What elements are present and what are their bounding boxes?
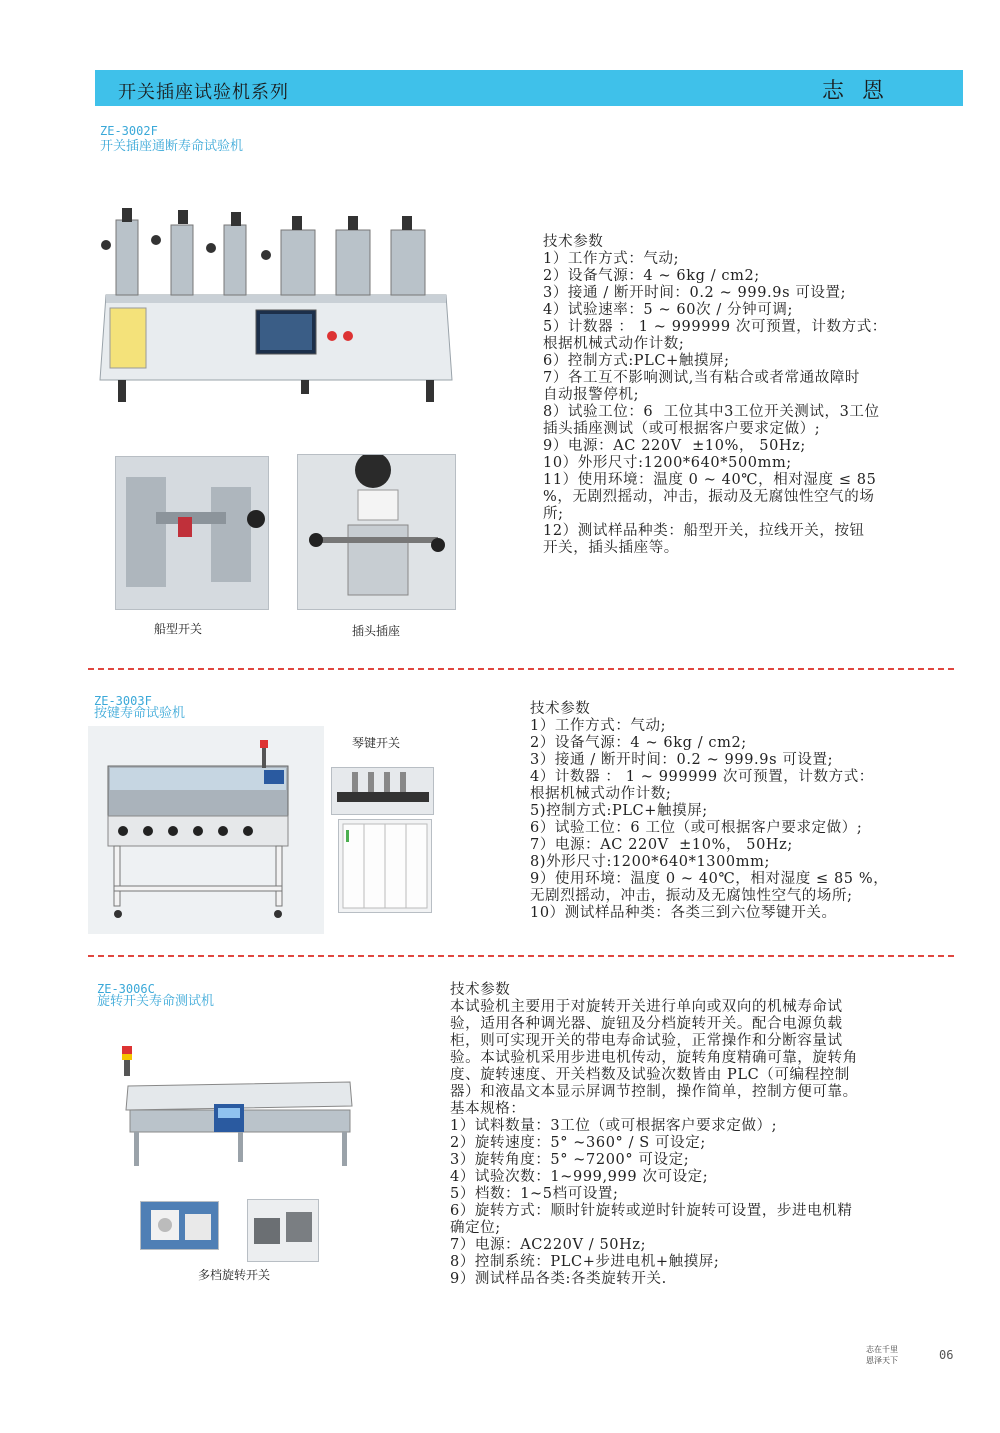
section3-caption-rotary-switch: 多档旋转开关 [198, 1268, 271, 1282]
section3-params: 技术参数 本试验机主要用于对旋转开关进行单向或双向的机械寿命试 验，适用各种调光器、旋钮及分档旋转开关。配合电源负载 柜，则可实现开关的带电寿命试验，正常操作和分断容量试 验。本试验机采用步进电机传动，旋转角度精确可靠，旋转角 度、旋转速度、开关档数及试验次数皆由 PLC（可编程控制 器）和液晶文本显示屏调节控制，操作简单，控制方便可靠。 基本规格： 1）试料数量：3工位（或可根据客户要求定做）; 2）旋转速度：5° ~360° / S 可设定; 3）旋转角度：5° ~7200° 可设定; 4）试验次数：1~999,999 次可设定; 5）档数：1~5档可设置; 6）旋转方式：顺时针旋转或逆时针旋转可设置，步进电机精 确定位; 7）电源：AC220V / 50Hz; 8）控制系统：PLC+步进电机+触摸屏; 9）测试样品各类:各类旋转开关. [450, 982, 858, 1287]
section2-model: ZE-3003F [94, 694, 152, 708]
section2-caption-piano-key-switch: 琴键开关 [352, 736, 401, 750]
section2-name: 按键寿命试验机 [94, 706, 186, 721]
page-number: 06 [939, 1348, 954, 1362]
divider-2 [88, 955, 954, 957]
section1-params: 技术参数 1）工作方式：气动; 2）设备气源：4 ~ 6kg / cm2; 3）接通 / 断开时间：0.2 ~ 999.9s 可设置; 4）试验速率：5 ~ 60次 / 分钟可调; 5）计数器 ： 1 ~ 999999 次可预置，计数方式： 根据机械式动作计数; 6）控制方式:PLC+触摸屏; 7）各工互不影响测试,当有粘合或者常通故障时 自动报警停机; 8）试验工位：6 工位其中3工位开关测试，3工位 插头插座测试（或可根据客户要求定做）; 9）电源：AC 220V ±10%， 50Hz; 10）外形尺寸:1200*640*500mm; 11）使用环境：温度 0 ~ 40℃，相对湿度 ≤ 85 %，无剧烈摇动，冲击，振动及无腐蚀性空气的场 所; 12）测试样品种类：船型开关，拉线开关，按钮 开关，插头插座等。 [543, 234, 887, 556]
header-title: 开关插座试验机系列 [118, 82, 289, 103]
section3-rotary-switch-photo-1 [140, 1201, 219, 1250]
footer-slogan-line2: 恩泽天下 [866, 1356, 898, 1365]
section3-machine-photo [120, 1046, 356, 1168]
section2-machine-photo [88, 726, 324, 934]
section1-caption-boat-switch: 船型开关 [154, 622, 203, 636]
section3-name: 旋转开关寿命测试机 [97, 994, 215, 1009]
section1-name: 开关插座通断寿命试验机 [100, 139, 244, 154]
section1-boat-switch-photo [115, 456, 269, 610]
header-brand: 志恩 [822, 79, 903, 104]
section1-caption-plug-socket: 插头插座 [352, 624, 401, 638]
divider-1 [88, 668, 954, 670]
section3-model: ZE-3006C [97, 982, 155, 996]
section3-rotary-switch-photo-2 [247, 1199, 319, 1262]
footer-slogan-line1: 志在千里 [866, 1345, 898, 1354]
section2-params: 技术参数 1）工作方式：气动; 2）设备气源：4 ~ 6kg / cm2; 3）接通 / 断开时间：0.2 ~ 999.9s 可设置; 4）计数器 ： 1 ~ 999999 次可预置，计数方式： 根据机械式动作计数; 5)控制方式:PLC+触摸屏; 6）试验工位：6 工位（或可根据客户要求定做）; 7）电源：AC 220V ±10%， 50Hz; 8)外形尺寸:1200*640*1300mm; 9）使用环境：温度 0 ~ 40℃，相对湿度 ≤ 85 %， 无剧烈摇动，冲击，振动及无腐蚀性空气的场所; 10）测试样品种类：各类三到六位琴键开关。 [530, 701, 889, 921]
section1-plug-socket-photo [297, 454, 456, 610]
section2-switch-photo [338, 819, 432, 913]
section1-machine-photo [96, 200, 456, 412]
section1-model: ZE-3002F [100, 124, 158, 138]
section2-fixture-photo [331, 767, 434, 815]
